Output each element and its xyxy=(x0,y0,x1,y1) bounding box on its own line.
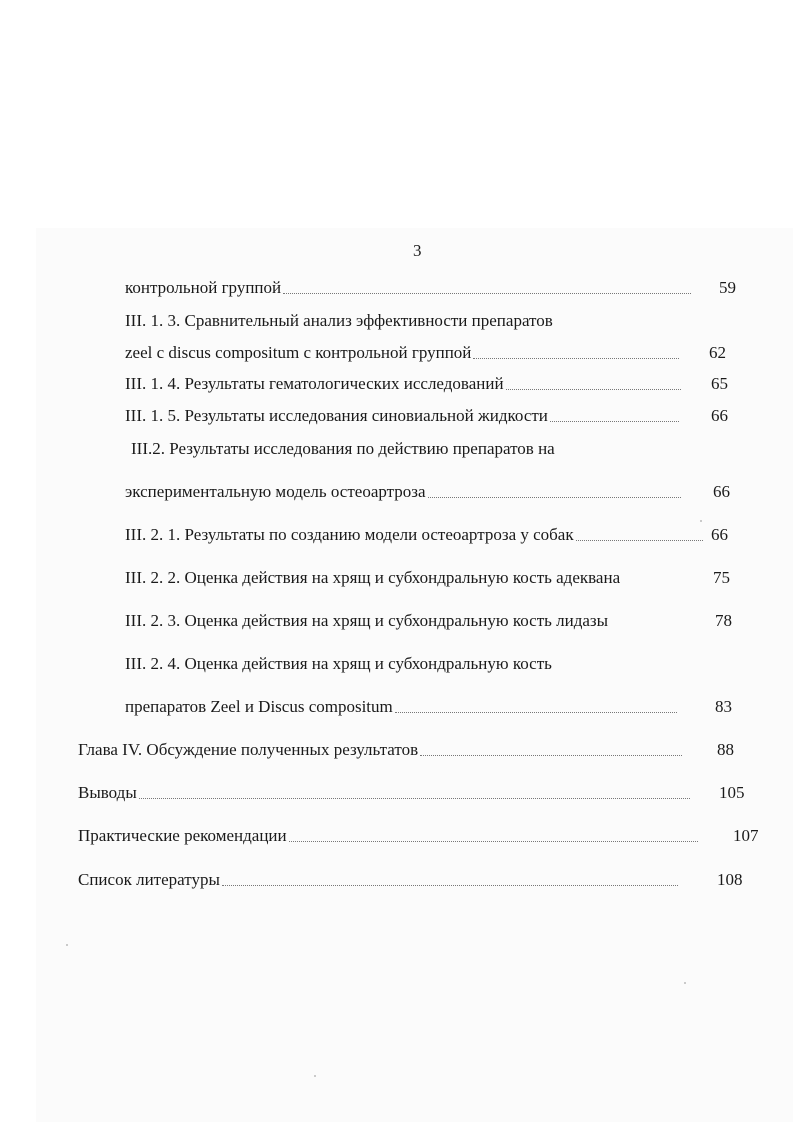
toc-entry-title: Выводы xyxy=(78,783,137,802)
toc-entry-page: 62 xyxy=(709,343,726,362)
toc-entry-page: 59 xyxy=(719,278,736,297)
dot-leader xyxy=(222,885,678,886)
dot-leader xyxy=(283,293,691,294)
scan-speck xyxy=(314,1075,316,1077)
dot-leader xyxy=(395,712,677,713)
scan-speck xyxy=(684,982,686,984)
toc-entry-page: 83 xyxy=(715,697,732,716)
toc-entry xyxy=(78,826,702,846)
toc-entry-page: 78 xyxy=(715,611,732,630)
dot-leader xyxy=(550,421,679,422)
dot-leader xyxy=(289,841,698,842)
toc-entry-page: 105 xyxy=(719,783,745,802)
toc-entry xyxy=(125,343,683,363)
toc-entry xyxy=(125,278,695,298)
toc-entry-title: Список литературы xyxy=(78,870,220,889)
toc-entry xyxy=(125,525,707,545)
toc-entry-title: III. 1. 5. Результаты исследования синовиальной жидкости xyxy=(125,406,548,425)
toc-entry-page: 88 xyxy=(717,740,734,759)
page-number: 3 xyxy=(413,241,422,260)
toc-entry xyxy=(78,870,682,890)
toc-entry-title: III.2. Результаты исследования по действию препаратов на xyxy=(131,439,555,458)
toc-entry xyxy=(78,740,686,760)
toc-entry-title: контрольной группой xyxy=(125,278,282,297)
toc-entry-title: III. 1. 4. Результаты гематологических исследований xyxy=(125,374,504,393)
dot-leader xyxy=(428,497,681,498)
dot-leader xyxy=(420,755,682,756)
toc-entry xyxy=(125,374,685,394)
toc-entry xyxy=(125,406,683,426)
dot-leader xyxy=(576,540,703,541)
dot-leader xyxy=(139,798,690,799)
toc-entry-title: Глава IV. Обсуждение полученных результатов xyxy=(78,740,419,759)
scan-speck xyxy=(700,520,702,522)
scan-speck xyxy=(66,944,68,946)
toc-entry-title: экспериментальную модель остеоартроза xyxy=(125,482,426,501)
toc-entry-page: 66 xyxy=(711,525,728,544)
toc-entry-page: 65 xyxy=(711,374,728,393)
toc-entry-title: Практические рекомендации xyxy=(78,826,287,845)
toc-entry-page: 66 xyxy=(711,406,728,425)
toc-entry-title: III. 1. 3. Сравнительный анализ эффективности препаратов xyxy=(125,311,553,330)
toc-entry-page: 108 xyxy=(717,870,743,889)
toc-entry-title: III. 2. 3. Оценка действия на хрящ и субхондральную кость лидазы xyxy=(125,611,609,630)
toc-entry xyxy=(78,783,694,803)
toc-entry-title: zeel c discus compositum c контрольной группой xyxy=(125,343,472,362)
toc-entry-title: препаратов Zeel и Discus compositum xyxy=(125,697,393,716)
dot-leader xyxy=(473,358,679,359)
toc-entry-title: III. 2. 4. Оценка действия на хрящ и субхондральную кость xyxy=(125,654,552,673)
toc-entry-page: 66 xyxy=(713,482,730,501)
toc-entry-title: III. 2. 1. Результаты по созданию модели остеоартроза у собак xyxy=(125,525,574,544)
toc-entry xyxy=(125,697,681,717)
toc-entry xyxy=(125,482,685,502)
toc-entry-page: 75 xyxy=(713,568,730,587)
toc-entry-page: 107 xyxy=(733,826,759,845)
dot-leader xyxy=(506,389,681,390)
toc-entry-title: III. 2. 2. Оценка действия на хрящ и субхондральную кость адеквана xyxy=(125,568,621,587)
